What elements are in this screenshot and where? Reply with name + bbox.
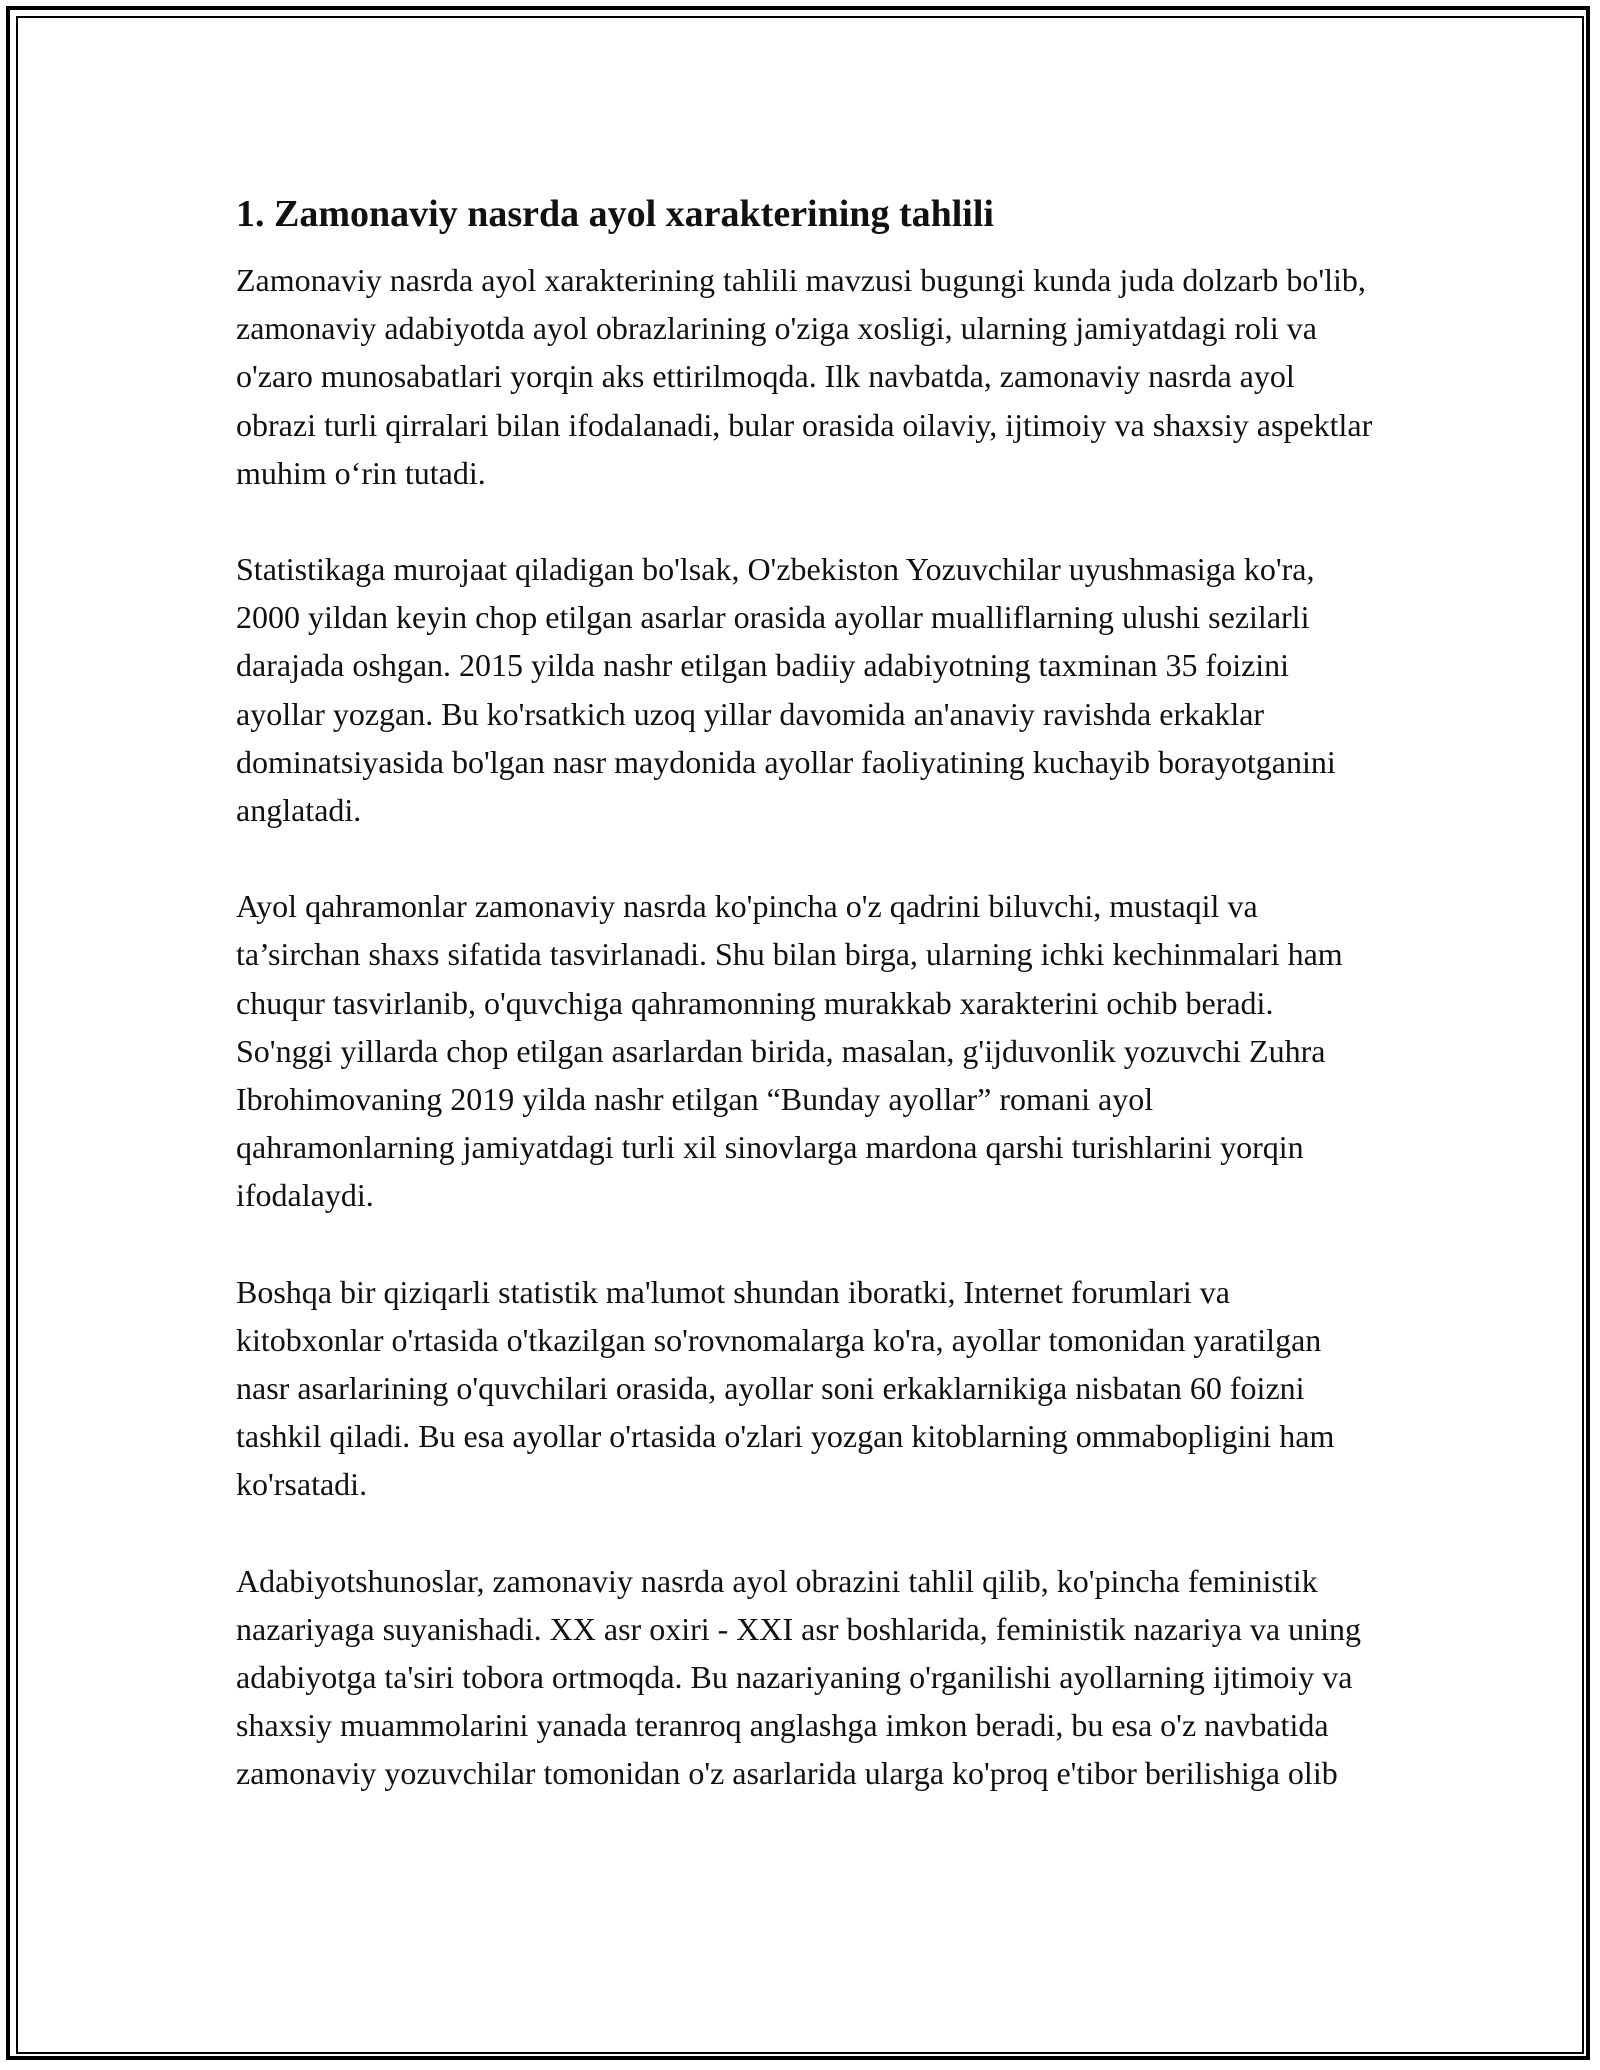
paragraph-1: Zamonaviy nasrda ayol xarakterining tahlili mavzusi bugungi kunda juda dolzarb bo'lib, zamonaviy adabiyotda ayol obrazlarining o'ziga xosligi, ularning jamiyatdagi roli va o'zaro munosabatlari yorqin aks ettirilmoqda. Ilk navbatda, zamonaviy nasrda ayol obrazi turli qirralari bilan ifodalanadi, bular orasida oilaviy, ijtimoiy va shaxsiy aspektlar muhim o‘rin tutadi. [236,262,1373,491]
paragraph-3: Ayol qahramonlar zamonaviy nasrda ko'pincha o'z qadrini biluvchi, mustaqil va ta’sirchan shaxs sifatida tasvirlanadi. Shu bilan birga, ularning ichki kechinmalari ham chuqur tasvirlanib, o'quvchiga qahramonning murakkab xarakterini ochib beradi. So'nggi yillarda chop etilgan asarlardan birida, masalan, g'ijduvonlik yozuvchi Zuhra Ibrohimovaning 2019 yilda nashr etilgan “Bunday ayollar” romani ayol qahramonlarning jamiyatdagi turli xil sinovlarga mardona qarshi turishlarini yorqin ifodalaydi. [236,888,1343,1214]
paragraph-5: Adabiyotshunoslar, zamonaviy nasrda ayol obrazini tahlil qilib, ko'pincha feministik nazariyaga suyanishadi. XX asr oxiri - XXI asr boshlarida, feministik nazariya va uning adabiyotga ta'siri tobora ortmoqda. Bu nazariyaning o'rganilishi ayollarning ijtimoiy va shaxsiy muammolarini yanada teranroq anglashga imkon beradi, bu esa o'z navbatida zamonaviy yozuvchilar tomonidan o'z asarlarida ularga ko'proq e'tibor berilishiga olib [236,1562,1361,1792]
paragraph-2: Statistikaga murojaat qiladigan bo'lsak, O'zbekiston Yozuvchilar uyushmasiga ko'ra, 2000 yildan keyin chop etilgan asarlar orasida ayollar mualliflarning ulushi sezilarli darajada oshgan. 2015 yilda nashr etilgan badiiy adabiyotning taxminan 35 foizini ayollar yozgan. Bu ko'rsatkich uzoq yillar davomida an'anaviy ravishda erkaklar dominatsiyasida bo'lgan nasr maydonida ayollar faoliyatining kuchayib borayotganini anglatadi. [236,551,1336,829]
document-body [236,186,1376,1846]
section-heading: 1. Zamonaviy nasrda ayol xarakterining tahlili [236,193,994,235]
paragraph-4: Boshqa bir qiziqarli statistik ma'lumot shundan iboratki, Internet forumlari va kitobxonlar o'rtasida o'tkazilgan so'rovnomalarga ko'ra, ayollar tomonidan yaratilgan nasr asarlarining o'quvchilari orasida, ayollar soni erkaklarnikiga nisbatan 60 foizni tashkil qiladi. Bu esa ayollar o'rtasida o'zlari yozgan kitoblarning ommabopligini ham ko'rsatadi. [236,1273,1335,1503]
